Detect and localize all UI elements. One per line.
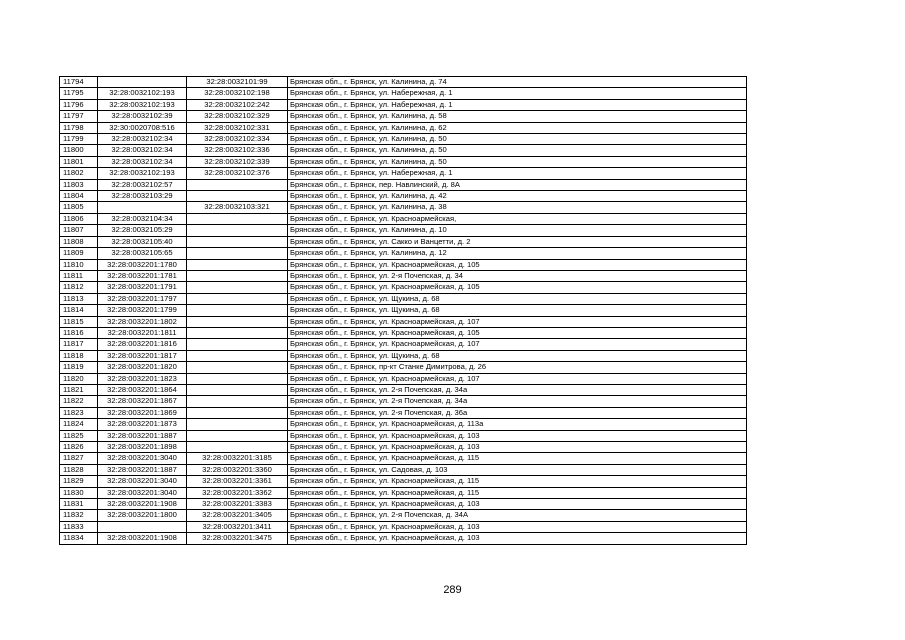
cadastral-number-cell [187,419,288,430]
table-row [60,510,747,521]
parent-cadastral-number-cell: 32:30:0020708:516 [98,122,187,133]
address-cell: Брянская обл., г. Брянск, ул. Красноармейская, [288,213,747,224]
cadastral-number-cell: 32:28:0032201:3405 [187,510,288,521]
cadastral-number-cell: 32:28:0032201:3411 [187,521,288,532]
row-number-cell: 11827 [60,453,98,464]
address-cell: Брянская обл., г. Брянск, ул. Красноармейская, д. 103 [288,442,747,453]
cadastral-number-cell: 32:28:0032102:242 [187,99,288,110]
cadastral-number-cell [187,191,288,202]
cadastral-number-cell [187,248,288,259]
cadastral-number-cell [187,430,288,441]
address-cell: Брянская обл., г. Брянск, ул. Красноармейская, д. 103 [288,533,747,544]
address-cell: Брянская обл., г. Брянск, ул. Красноармейская, д. 107 [288,316,747,327]
table-row [60,179,747,190]
table-row [60,476,747,487]
parent-cadastral-number-cell: 32:28:0032201:1820 [98,362,187,373]
table-row [60,350,747,361]
table-row [60,156,747,167]
table-row [60,122,747,133]
row-number-cell: 11811 [60,270,98,281]
table-row [60,293,747,304]
row-number-cell: 11820 [60,373,98,384]
address-cell: Брянская обл., г. Брянск, пер. Навлинский, д. 8А [288,179,747,190]
parent-cadastral-number-cell: 32:28:0032201:1908 [98,499,187,510]
address-cell: Брянская обл., г. Брянск, ул. Набережная, д. 1 [288,88,747,99]
address-cell: Брянская обл., г. Брянск, ул. Красноармейская, д. 105 [288,282,747,293]
cadastral-number-cell [187,396,288,407]
cadastral-number-cell: 32:28:0032201:3361 [187,476,288,487]
cadastral-number-cell: 32:28:0032102:329 [187,111,288,122]
address-cell: Брянская обл., г. Брянск, ул. Щукина, д. 68 [288,305,747,316]
parent-cadastral-number-cell: 32:28:0032201:3040 [98,453,187,464]
table-row [60,407,747,418]
address-cell: Брянская обл., г. Брянск, ул. Калинина, д. 50 [288,134,747,145]
parent-cadastral-number-cell: 32:28:0032103:29 [98,191,187,202]
row-number-cell: 11828 [60,464,98,475]
parent-cadastral-number-cell: 32:28:0032201:3040 [98,476,187,487]
table-row [60,521,747,532]
address-cell: Брянская обл., г. Брянск, ул. 2-я Почепская, д. 34 [288,270,747,281]
parent-cadastral-number-cell: 32:28:0032105:65 [98,248,187,259]
cadastral-number-cell [187,327,288,338]
address-cell: Брянская обл., г. Брянск, ул. Калинина, д. 38 [288,202,747,213]
row-number-cell: 11804 [60,191,98,202]
row-number-cell: 11834 [60,533,98,544]
row-number-cell: 11819 [60,362,98,373]
parent-cadastral-number-cell [98,202,187,213]
table-row [60,316,747,327]
parent-cadastral-number-cell: 32:28:0032102:57 [98,179,187,190]
parent-cadastral-number-cell: 32:28:0032105:29 [98,225,187,236]
row-number-cell: 11823 [60,407,98,418]
row-number-cell: 11796 [60,99,98,110]
row-number-cell: 11807 [60,225,98,236]
row-number-cell: 11800 [60,145,98,156]
parent-cadastral-number-cell: 32:28:0032201:1869 [98,407,187,418]
parent-cadastral-number-cell: 32:28:0032102:34 [98,156,187,167]
cadastral-number-cell [187,350,288,361]
row-number-cell: 11815 [60,316,98,327]
cadastral-number-cell [187,362,288,373]
page-number: 289 [443,584,462,596]
address-cell: Брянская обл., г. Брянск, ул. Калинина, д. 42 [288,191,747,202]
table-row [60,362,747,373]
table-row [60,248,747,259]
cadastral-number-cell [187,339,288,350]
row-number-cell: 11821 [60,384,98,395]
row-number-cell: 11805 [60,202,98,213]
address-cell: Брянская обл., г. Брянск, ул. Калинина, д. 50 [288,145,747,156]
row-number-cell: 11799 [60,134,98,145]
address-cell: Брянская обл., г. Брянск, ул. Калинина, д. 74 [288,77,747,88]
cadastral-number-cell: 32:28:0032201:3362 [187,487,288,498]
row-number-cell: 11817 [60,339,98,350]
cadastral-number-cell [187,442,288,453]
row-number-cell: 11808 [60,236,98,247]
table-row [60,419,747,430]
parent-cadastral-number-cell: 32:28:0032201:1791 [98,282,187,293]
parent-cadastral-number-cell: 32:28:0032201:3040 [98,487,187,498]
row-number-cell: 11810 [60,259,98,270]
address-cell: Брянская обл., г. Брянск, ул. Красноармейская, д. 115 [288,453,747,464]
row-number-cell: 11830 [60,487,98,498]
cadastral-number-cell [187,259,288,270]
parent-cadastral-number-cell: 32:28:0032201:1816 [98,339,187,350]
row-number-cell: 11825 [60,430,98,441]
cadastral-table [59,76,747,545]
parent-cadastral-number-cell: 32:28:0032201:1864 [98,384,187,395]
parent-cadastral-number-cell: 32:28:0032201:1800 [98,510,187,521]
row-number-cell: 11801 [60,156,98,167]
row-number-cell: 11798 [60,122,98,133]
address-cell: Брянская обл., г. Брянск, ул. Щукина, д. 68 [288,350,747,361]
parent-cadastral-number-cell: 32:28:0032102:193 [98,88,187,99]
parent-cadastral-number-cell: 32:28:0032201:1797 [98,293,187,304]
parent-cadastral-number-cell: 32:28:0032102:193 [98,168,187,179]
row-number-cell: 11816 [60,327,98,338]
parent-cadastral-number-cell: 32:28:0032201:1887 [98,430,187,441]
address-cell: Брянская обл., г. Брянск, ул. Красноармейская, д. 105 [288,259,747,270]
address-cell: Брянская обл., г. Брянск, ул. Калинина, д. 10 [288,225,747,236]
address-cell: Брянская обл., г. Брянск, ул. Набережная, д. 1 [288,99,747,110]
cadastral-number-cell [187,270,288,281]
address-cell: Брянская обл., г. Брянск, ул. 2-я Почепская, д. 34а [288,396,747,407]
row-number-cell: 11809 [60,248,98,259]
address-cell: Брянская обл., г. Брянск, пр-кт Станке Димитрова, д. 26 [288,362,747,373]
table-row [60,213,747,224]
cadastral-number-cell [187,282,288,293]
parent-cadastral-number-cell: 32:28:0032201:1898 [98,442,187,453]
table-row [60,487,747,498]
address-cell: Брянская обл., г. Брянск, ул. Калинина, д. 50 [288,156,747,167]
address-cell: Брянская обл., г. Брянск, ул. Калинина, д. 12 [288,248,747,259]
parent-cadastral-number-cell [98,521,187,532]
row-number-cell: 11829 [60,476,98,487]
address-cell: Брянская обл., г. Брянск, ул. Калинина, д. 62 [288,122,747,133]
parent-cadastral-number-cell: 32:28:0032201:1802 [98,316,187,327]
address-cell: Брянская обл., г. Брянск, ул. Красноармейская, д. 105 [288,327,747,338]
table-row [60,99,747,110]
parent-cadastral-number-cell: 32:28:0032201:1887 [98,464,187,475]
table-row [60,77,747,88]
parent-cadastral-number-cell: 32:28:0032104:34 [98,213,187,224]
cadastral-number-cell: 32:28:0032201:3185 [187,453,288,464]
parent-cadastral-number-cell: 32:28:0032201:1908 [98,533,187,544]
parent-cadastral-number-cell: 32:28:0032201:1823 [98,373,187,384]
table-row [60,533,747,544]
row-number-cell: 11831 [60,499,98,510]
parent-cadastral-number-cell: 32:28:0032201:1873 [98,419,187,430]
row-number-cell: 11806 [60,213,98,224]
row-number-cell: 11812 [60,282,98,293]
address-cell: Брянская обл., г. Брянск, ул. Красноармейская, д. 113а [288,419,747,430]
row-number-cell: 11802 [60,168,98,179]
parent-cadastral-number-cell: 32:28:0032102:34 [98,134,187,145]
address-cell: Брянская обл., г. Брянск, ул. 2-я Почепская, д. 34а [288,384,747,395]
cadastral-number-cell: 32:28:0032102:376 [187,168,288,179]
row-number-cell: 11794 [60,77,98,88]
address-cell: Брянская обл., г. Брянск, ул. Щукина, д. 68 [288,293,747,304]
parent-cadastral-number-cell: 32:28:0032102:193 [98,99,187,110]
table-row [60,111,747,122]
cadastral-number-cell: 32:28:0032201:3360 [187,464,288,475]
address-cell: Брянская обл., г. Брянск, ул. 2-я Почепская, д. 36а [288,407,747,418]
cadastral-number-cell: 32:28:0032201:3383 [187,499,288,510]
table-row [60,270,747,281]
table-row [60,339,747,350]
table-row [60,202,747,213]
address-cell: Брянская обл., г. Брянск, ул. Красноармейская, д. 103 [288,521,747,532]
table-row [60,191,747,202]
table-row [60,499,747,510]
table-row [60,384,747,395]
cadastral-number-cell [187,213,288,224]
table-row [60,282,747,293]
table-row [60,327,747,338]
parent-cadastral-number-cell: 32:28:0032201:1867 [98,396,187,407]
parent-cadastral-number-cell: 32:28:0032201:1811 [98,327,187,338]
parent-cadastral-number-cell: 32:28:0032201:1799 [98,305,187,316]
parent-cadastral-number-cell: 32:28:0032102:34 [98,145,187,156]
parent-cadastral-number-cell: 32:28:0032201:1781 [98,270,187,281]
cadastral-number-cell [187,179,288,190]
table-row [60,168,747,179]
row-number-cell: 11814 [60,305,98,316]
address-cell: Брянская обл., г. Брянск, ул. Садовая, д. 103 [288,464,747,475]
address-cell: Брянская обл., г. Брянск, ул. Набережная, д. 1 [288,168,747,179]
cadastral-number-cell: 32:28:0032101:99 [187,77,288,88]
row-number-cell: 11832 [60,510,98,521]
cadastral-number-cell [187,305,288,316]
row-number-cell: 11824 [60,419,98,430]
table-row [60,442,747,453]
cadastral-number-cell: 32:28:0032103:321 [187,202,288,213]
table-row [60,396,747,407]
cadastral-number-cell: 32:28:0032102:336 [187,145,288,156]
table-row [60,430,747,441]
parent-cadastral-number-cell: 32:28:0032102:39 [98,111,187,122]
address-cell: Брянская обл., г. Брянск, ул. Красноармейская, д. 115 [288,487,747,498]
address-cell: Брянская обл., г. Брянск, ул. Красноармейская, д. 107 [288,339,747,350]
row-number-cell: 11833 [60,521,98,532]
address-cell: Брянская обл., г. Брянск, ул. 2-я Почепская, д. 34А [288,510,747,521]
cadastral-number-cell [187,373,288,384]
table-row [60,373,747,384]
row-number-cell: 11803 [60,179,98,190]
cadastral-number-cell [187,225,288,236]
cadastral-number-cell: 32:28:0032102:198 [187,88,288,99]
address-cell: Брянская обл., г. Брянск, ул. Сакко и Ванцетти, д. 2 [288,236,747,247]
address-cell: Брянская обл., г. Брянск, ул. Красноармейская, д. 115 [288,476,747,487]
cadastral-number-cell [187,293,288,304]
cadastral-number-cell [187,384,288,395]
address-cell: Брянская обл., г. Брянск, ул. Красноармейская, д. 107 [288,373,747,384]
table-row [60,134,747,145]
address-cell: Брянская обл., г. Брянск, ул. Калинина, д. 58 [288,111,747,122]
cadastral-number-cell [187,316,288,327]
row-number-cell: 11795 [60,88,98,99]
table-row [60,145,747,156]
cadastral-number-cell: 32:28:0032102:339 [187,156,288,167]
parent-cadastral-number-cell: 32:28:0032201:1817 [98,350,187,361]
row-number-cell: 11813 [60,293,98,304]
table-row [60,259,747,270]
table-row [60,464,747,475]
row-number-cell: 11797 [60,111,98,122]
parent-cadastral-number-cell: 32:28:0032105:40 [98,236,187,247]
table-row [60,236,747,247]
parent-cadastral-number-cell: 32:28:0032201:1780 [98,259,187,270]
row-number-cell: 11826 [60,442,98,453]
table-row [60,88,747,99]
address-cell: Брянская обл., г. Брянск, ул. Красноармейская, д. 103 [288,499,747,510]
table-row [60,453,747,464]
row-number-cell: 11818 [60,350,98,361]
table-row [60,305,747,316]
cadastral-number-cell [187,236,288,247]
cadastral-number-cell: 32:28:0032102:331 [187,122,288,133]
cadastral-number-cell: 32:28:0032102:334 [187,134,288,145]
cadastral-table-body [60,77,747,545]
cadastral-number-cell: 32:28:0032201:3475 [187,533,288,544]
table-row [60,225,747,236]
address-cell: Брянская обл., г. Брянск, ул. Красноармейская, д. 103 [288,430,747,441]
row-number-cell: 11822 [60,396,98,407]
parent-cadastral-number-cell [98,77,187,88]
cadastral-number-cell [187,407,288,418]
